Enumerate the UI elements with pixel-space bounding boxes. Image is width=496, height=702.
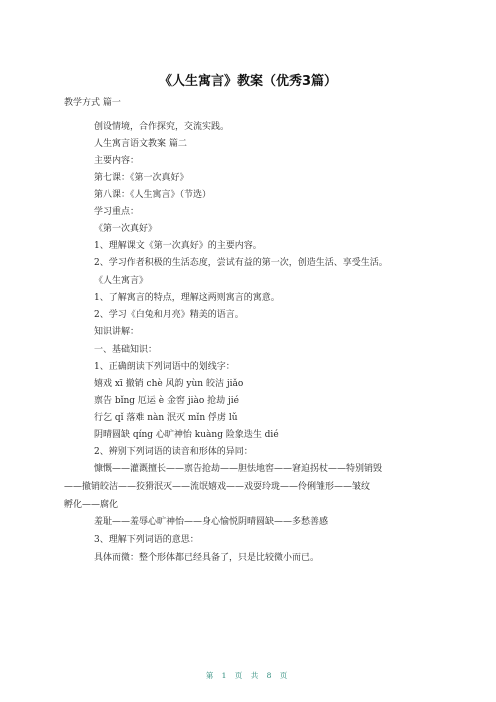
text-line: 具体而微：整个形体都已经具备了，只是比较微小而已。: [94, 553, 320, 563]
text-line: 知识讲解：: [94, 327, 140, 337]
text-line: 1、理解课文《第一次真好》的主要内容。: [94, 241, 262, 251]
text-line: 人生寓言语文教案 篇二: [94, 139, 187, 149]
page-number-footer: 第 1 页 共 8 页: [205, 671, 291, 680]
text-line: 慷慨——灌溉擅长——禀告抢劫——胆怯地窖——窘迫拐杖——特别销毁: [94, 464, 383, 474]
text-line: ——撤销皎洁——狡猾泯灭——流氓嬉戏——戏耍玲珑——伶俐雏形——皱纹: [64, 482, 371, 492]
text-line: 禀告 bǐng 厄运 è 金窖 jiào 抢劫 jié: [94, 396, 239, 406]
text-line: 第七课：《第一次真好》: [94, 173, 189, 183]
text-line: 1、正确朗读下列词语中的划线字：: [94, 362, 235, 372]
text-line: 2、学习作者积极的生活态度，尝试有益的第一次，创造生活、享受生活。: [94, 258, 388, 268]
text-line: 2、学习《白兔和月亮》精美的语言。: [94, 310, 244, 320]
text-line: 2、辨别下列词语的读音和形体的异同：: [94, 447, 253, 457]
text-line: 教学方式 篇一: [64, 98, 121, 108]
text-line: 1、了解寓言的特点，理解这两则寓言的寓意。: [94, 293, 280, 303]
text-line: 一、基础知识：: [94, 345, 158, 355]
text-line: 创设情境，合作探究，交流实践。: [94, 122, 230, 132]
text-line: 主要内容：: [94, 156, 140, 166]
text-line: 嬉戏 xī 撤销 chè 风韵 yùn 皎洁 jiǎo: [94, 379, 244, 389]
text-line: 阴晴圆缺 qíng 心旷神怡 kuàng 险象迭生 dié: [94, 430, 279, 440]
text-line: 行乞 qǐ 落难 nàn 泯灭 mǐn 俘虏 lǔ: [94, 413, 238, 423]
text-line: 《第一次真好》: [94, 224, 158, 234]
text-line: 《人生寓言》: [94, 276, 149, 286]
text-line: 羞耻——羞辱心旷神怡——身心愉悦阴晴圆缺——多愁善感: [94, 517, 329, 527]
text-line: 学习重点：: [94, 207, 140, 217]
text-line: 孵化——腐化: [64, 500, 119, 510]
text-line: 3、理解下列词语的意思：: [94, 535, 199, 545]
document-title: 《人生寓言》教案（优秀3篇）: [158, 74, 338, 89]
text-line: 第八课：《人生寓言》（节选）: [94, 190, 212, 200]
